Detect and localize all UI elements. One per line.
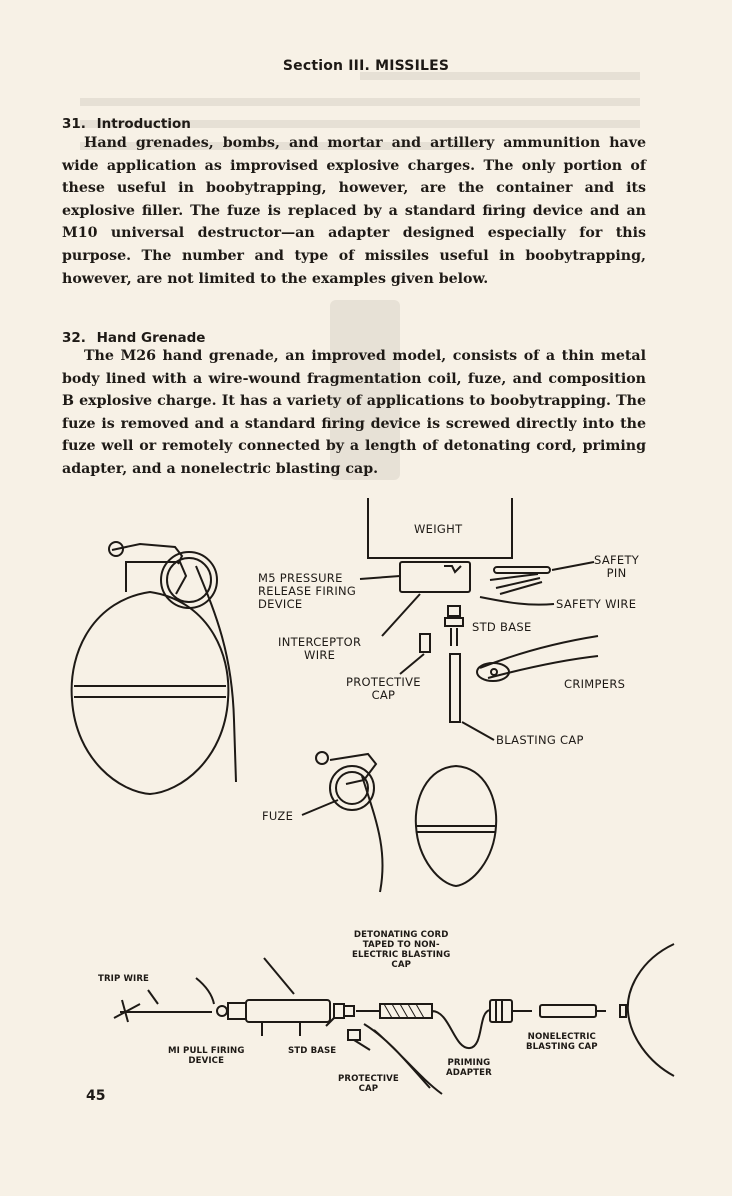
paragraph-32-text: The M26 hand grenade, an improved model, consists of a thin metal body lined with a wire-wound fragmentation coil, fuze, and composition B explosive charge. It has a variety of applications to boobytrapping. The fuze is removed and a standard firing device is screwed directly into the fuze well or remotely connected by a length of detonating cord, priming adapter, and a nonelectric blasting cap.	[62, 348, 646, 477]
label-bottom-protective-cap	[338, 1074, 399, 1094]
trip-wire-drawing	[114, 1000, 212, 1022]
paragraph-31-title: Introduction	[96, 116, 191, 132]
label-m1-pull-device	[168, 1046, 245, 1066]
paragraph-32-number: 32.	[62, 330, 86, 346]
label-bottom-std-base: STD BASE	[288, 1046, 337, 1056]
label-priming-line-1: PRIMING	[447, 1058, 491, 1068]
label-m5-line-2: RELEASE FIRING	[258, 584, 357, 598]
label-fuze: FUZE	[262, 809, 294, 823]
label-std-base: STD BASE	[472, 620, 532, 634]
label-m1-line-1: MI PULL FIRING	[168, 1046, 245, 1056]
label-m1-line-2: DEVICE	[188, 1056, 225, 1066]
label-bottom-prot-cap-line-1: PROTECTIVE	[338, 1074, 399, 1084]
paragraph-32-title: Hand Grenade	[96, 330, 206, 346]
section-title: Section III. MISSILES	[282, 58, 450, 74]
detonating-cord-drawing	[356, 1004, 490, 1048]
m1-pull-device-drawing	[196, 978, 330, 1036]
label-priming-line-2: ADAPTER	[446, 1068, 492, 1078]
label-crimpers: CRIMPERS	[564, 677, 626, 691]
label-m5-line-3: DEVICE	[258, 597, 303, 611]
label-det-cord-line-3: ELECTRIC BLASTING	[352, 950, 451, 960]
page-number: 45	[86, 1088, 106, 1104]
target-arc-drawing	[628, 944, 674, 1076]
label-interceptor-line-1: INTERCEPTOR	[278, 635, 362, 649]
label-interceptor-line-2: WIRE	[304, 648, 336, 662]
label-bottom-prot-cap-line-2: CAP	[358, 1084, 379, 1094]
label-det-cord-line-2: TAPED TO NON-	[362, 940, 440, 950]
label-safety-wire: SAFETY WIRE	[556, 597, 637, 611]
label-nonelectric-line-2: BLASTING CAP	[526, 1042, 598, 1052]
label-detonating-cord	[352, 930, 450, 970]
bottom-blasting-cap-drawing	[540, 1005, 596, 1017]
label-protective-cap-line-1: PROTECTIVE	[346, 675, 421, 689]
label-det-cord-line-4: CAP	[391, 960, 411, 970]
priming-adapter-drawing	[490, 1000, 532, 1022]
label-priming-adapter	[446, 1058, 492, 1078]
label-nonelectric-blasting-cap	[526, 1032, 598, 1052]
label-trip-wire: TRIP WIRE	[98, 974, 150, 984]
label-weight: WEIGHT	[414, 522, 463, 536]
paragraph-31-number: 31.	[62, 116, 86, 132]
label-m5-line-1: M5 PRESSURE	[258, 571, 343, 585]
label-det-cord-line-1: DETONATING CORD	[353, 930, 449, 940]
label-blasting-cap: BLASTING CAP	[496, 733, 584, 747]
label-safety-pin-line-2: PIN	[606, 566, 627, 580]
label-safety-pin-line-1: SAFETY	[594, 553, 640, 567]
paragraph-31-text: Hand grenades, bombs, and mortar and artillery ammunition have wide application as improvised explosive charges. The only portion of these useful in boobytrapping, however, are the container and its explosive filler. The fuze is replaced by a standard firing device and an M10 universal destructor—an adapter designed especially for this purpose. The number and type of missiles useful in boobytrapping, however, are not limited to the examples given below.	[62, 135, 646, 287]
label-protective-cap-line-2: CAP	[371, 688, 396, 702]
label-nonelectric-line-1: NONELECTRIC	[527, 1032, 596, 1042]
